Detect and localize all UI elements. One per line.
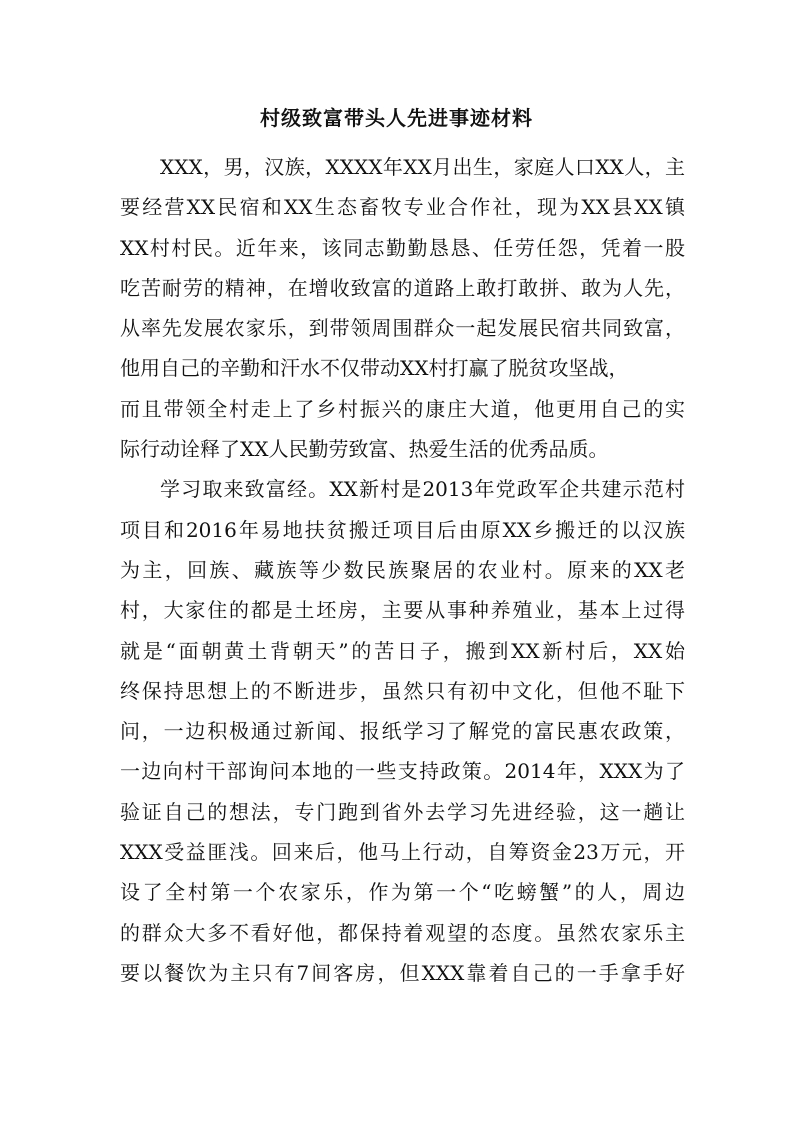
body-line: XX村村民。近年来，该同志勤勤恳恳、任劳任怨，凭着一股 [120, 235, 685, 260]
body-line: 要以餐饮为主只有7间客房，但XXX靠着自己的一手拿手好 [120, 960, 685, 985]
body-line: 他用自己的辛勤和汗水不仅带动XX村打赢了脱贫攻坚战， [120, 356, 629, 381]
body-line: 为主，回族、藏族等少数民族聚居的农业村。原来的XX老 [120, 557, 685, 582]
body-line: 设了全村第一个农家乐，作为第一个“吃螃蟹”的人，周边 [120, 880, 685, 905]
body-line: XXX受益匪浅。回来后，他马上行动，自筹资金23万元，开 [120, 840, 685, 865]
body-line: 而且带领全村走上了乡村振兴的康庄大道，他更用自己的实 [120, 396, 685, 421]
document-body [120, 147, 685, 993]
body-line: 项目和2016年易地扶贫搬迁项目后由原XX乡搬迁的以汉族 [120, 517, 685, 542]
body-line: 终保持思想上的不断进步，虽然只有初中文化，但他不耻下 [120, 678, 685, 703]
body-line: 就是“面朝黄土背朝天”的苦日子，搬到XX新村后，XX始 [120, 638, 685, 663]
body-line: 要经营XX民宿和XX生态畜牧专业合作社，现为XX县XX镇 [120, 195, 685, 220]
body-line: XXX，男，汉族，XXXX年XX月出生，家庭人口XX人，主 [160, 155, 685, 179]
body-line: 从率先发展农家乐，到带领周围群众一起发展民宿共同致富， [120, 316, 685, 341]
body-line: 际行动诠释了XX人民勤劳致富、热爱生活的优秀品质。 [120, 437, 609, 462]
body-line: 的群众大多不看好他，都保持着观望的态度。虽然农家乐主 [120, 920, 685, 945]
body-line: 村，大家住的都是土坯房，主要从事种养殖业，基本上过得 [120, 598, 685, 623]
body-line: 问，一边积极通过新闻、报纸学习了解党的富民惠农政策， [120, 719, 685, 744]
document-title: 村级致富带头人先进事迹材料 [260, 106, 533, 130]
body-line: 吃苦耐劳的精神，在增收致富的道路上敢打敢拼、敢为人先， [120, 275, 685, 300]
body-line: 验证自己的想法，专门跑到省外去学习先进经验，这一趟让 [120, 799, 685, 824]
body-line: 学习取来致富经。XX新村是2013年党政军企共建示范村 [160, 477, 685, 502]
body-line: 一边向村干部询问本地的一些支持政策。2014年，XXX为了 [120, 759, 685, 784]
